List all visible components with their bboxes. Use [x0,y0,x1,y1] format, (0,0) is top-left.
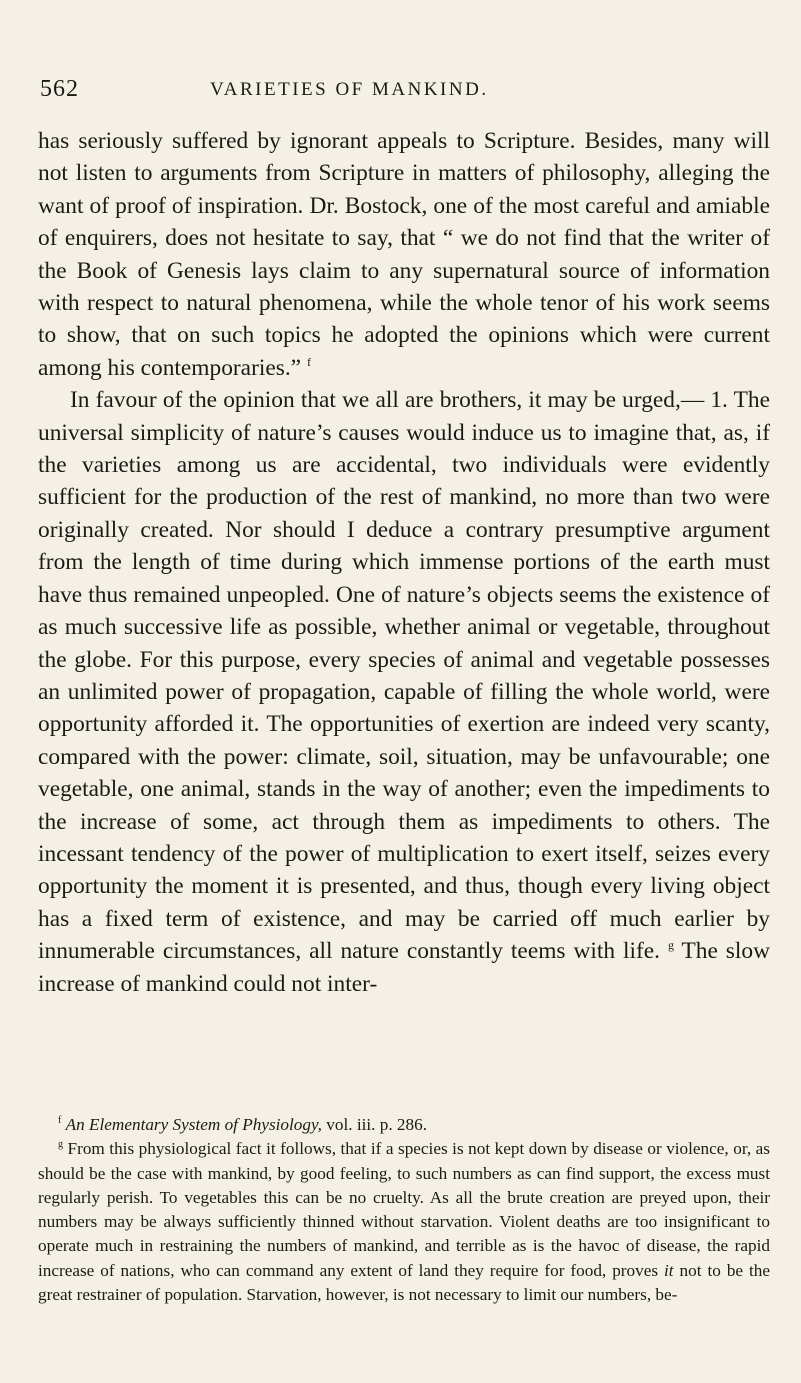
footnote-f [38,1113,770,1137]
footnote-mark: f [58,1115,62,1126]
page-number: 562 [40,76,79,102]
footnote-text-end: not to be the great restrainer of population. Starvation, however, is not necessary to limit our numbers, be- [38,1260,771,1305]
footnote-ref-g: g [667,938,674,953]
paragraph-text-end: The slow increase of mankind could not inter- [38,938,770,997]
main-text [38,125,770,1000]
running-head: VARIETIES OF MANKIND. [210,79,489,100]
footnote-ref-f: f [306,354,311,369]
footnote-text: vol. iii. p. 286. [326,1115,428,1134]
paragraph-text: In favour of the opinion that we all are brothers, it may be urged,— 1. The universal simplicity of nature’s causes would induce us to imagine that, as, if the varieties among us are accidental, two individuals were evidently sufficient for the production of the rest of mankind, no more than two were originally created. Nor should I deduce a contrary presumptive argument from the length of time during which immense portions of the earth must have thus remained unpeopled. One of nature’s objects seems the existence of as much successive life as possible, whether animal or vegetable, throughout the globe. For this purpose, every species of animal and vegetable possesses an unlimited power of propagation, capable of filling the whole world, were opportunity afforded it. The opportunities of exertion are indeed very scanty, compared with the power: climate, soil, situation, may be unfavourable; one vegetable, one animal, stands in the way of another; even the impediments to the increase of some, act through them as impediments to others. The incessant tendency of the power of multiplication to exert itself, seizes every opportunity the moment it is presented, and thus, though every living object has a fixed term of existence, and may be carried off much earlier by innumerable circumstances, all nature constantly teems with life. [38,387,770,965]
page-header [40,76,760,110]
footnote-emphasis: it [664,1260,674,1280]
footnotes [38,1113,770,1307]
footnote-g [38,1137,770,1307]
footnote-text: From this physiological fact it follows, that if a species is not kept down by disease or violence, or, as should be the case with mankind, by good feeling, to such numbers as can find support, the excess must regularly perish. To vegetables this can be no cruelty. As all the brute creation are preyed upon, their numbers may be always sufficiently thinned without starvation. Violent deaths are too insignificant to operate much in restraining the numbers of mankind, and terrible as is the havoc of disease, the rapid increase of nations, who can command any extent of land they require for food, proves [38,1139,770,1280]
paragraph-text: has seriously suffered by ignorant appeals to Scripture. Besides, many will not listen to arguments from Scripture in matters of philosophy, alleging the want of proof of inspiration. Dr. Bostock, one of the most careful and amiable of enquirers, does not hesitate to say, that “ we do not find that the writer of the Book of Genesis lays claim to any supernatural source of information with respect to natural phenomena, while the whole tenor of his work seems to show, that on such topics he adopted the opinions which were current among his contemporaries.” [38,128,770,381]
paragraph-brothers [38,384,770,1000]
footnote-title: An Elementary System of Physiology, [65,1115,322,1134]
paragraph-continued [38,125,770,384]
footnote-mark: g [58,1139,63,1151]
